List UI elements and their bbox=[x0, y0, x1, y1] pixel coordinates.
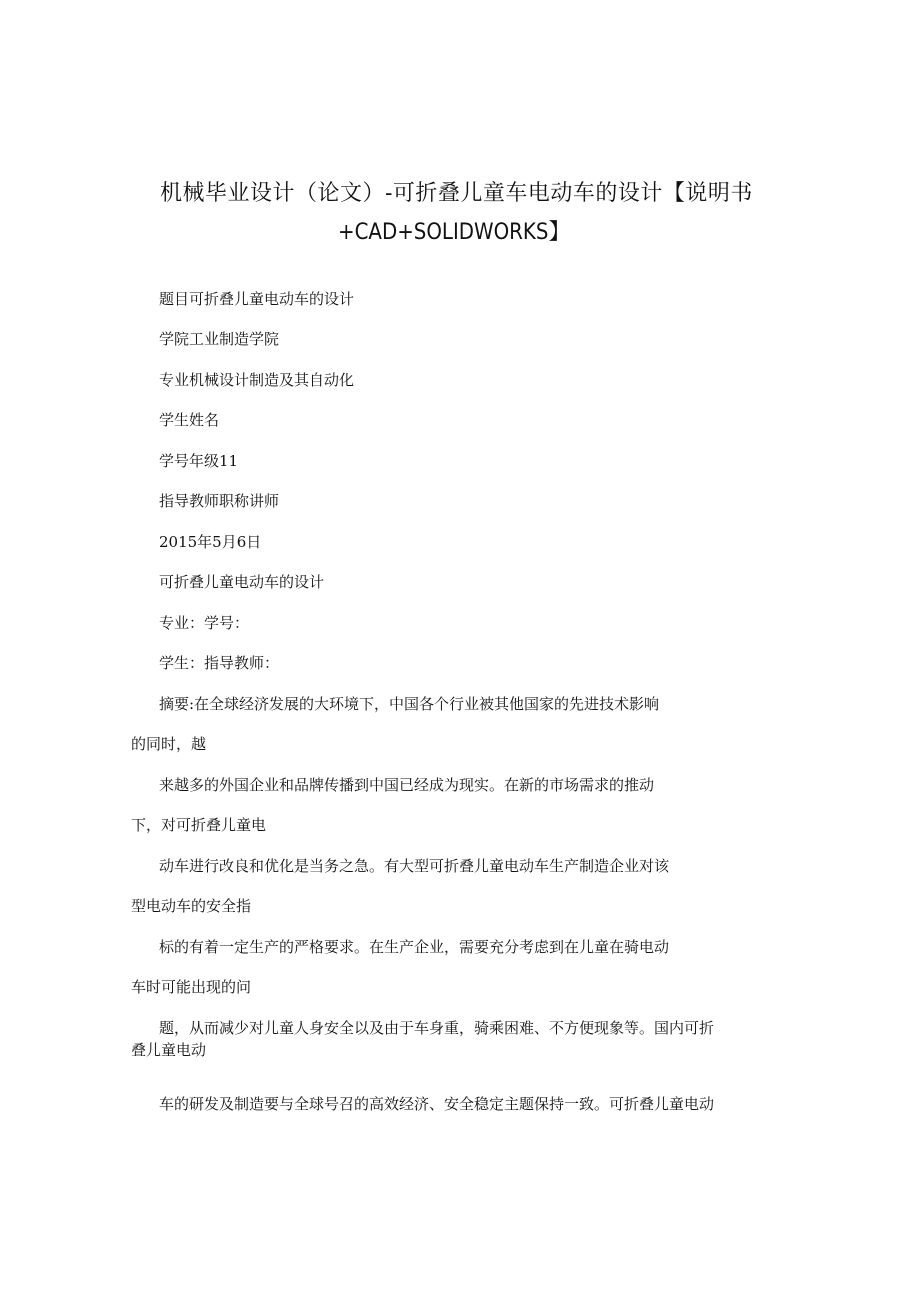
subtitle-line: 可折叠儿童电动车的设计 bbox=[159, 573, 325, 591]
abstract-line: 型电动车的安全指 bbox=[131, 897, 252, 915]
abstract-line: 下，对可折叠儿童电 bbox=[131, 816, 267, 834]
abstract-line: 来越多的外国企业和品牌传播到中国已经成为现实。在新的市场需求的推动 bbox=[159, 776, 655, 794]
student-id-grade-line: 学号年级11 bbox=[159, 452, 239, 470]
major-line: 专业机械设计制造及其自动化 bbox=[159, 371, 355, 389]
major-id-line: 专业：学号： bbox=[159, 614, 250, 632]
abstract-line: 标的有着一定生产的严格要求。在生产企业，需要充分考虑到在儿童在骑电动 bbox=[159, 938, 670, 956]
abstract-line: 的同时，越 bbox=[131, 735, 207, 753]
abstract-line: 叠儿童电动 bbox=[131, 1041, 207, 1059]
advisor-line: 指导教师职称讲师 bbox=[159, 492, 280, 510]
topic-line: 题目可折叠儿童电动车的设计 bbox=[159, 290, 355, 308]
abstract-line: 摘要:在全球经济发展的大环境下，中国各个行业被其他国家的先进技术影响 bbox=[159, 695, 660, 713]
abstract-line: 车的研发及制造要与全球号召的高效经济、安全稳定主题保持一致。可折叠儿童电动 bbox=[159, 1095, 715, 1113]
student-name-line: 学生姓名 bbox=[159, 411, 220, 429]
abstract-line: 动车进行改良和优化是当务之急。有大型可折叠儿童电动车生产制造企业对该 bbox=[159, 857, 670, 875]
document-title-line-1: 机械毕业设计（论文）-可折叠儿童车电动车的设计【说明书 bbox=[160, 181, 753, 206]
abstract-line: 题，从而减少对儿童人身安全以及由于车身重，骑乘困难、不方便现象等。国内可折 bbox=[159, 1019, 715, 1037]
abstract-line: 车时可能出现的问 bbox=[131, 978, 252, 996]
student-advisor-line: 学生：指导教师： bbox=[159, 654, 280, 672]
college-line: 学院工业制造学院 bbox=[159, 330, 280, 348]
date-line: 2015年5月6日 bbox=[159, 533, 262, 551]
document-title-line-2: +CAD+SOLIDWORKS】 bbox=[338, 220, 571, 245]
